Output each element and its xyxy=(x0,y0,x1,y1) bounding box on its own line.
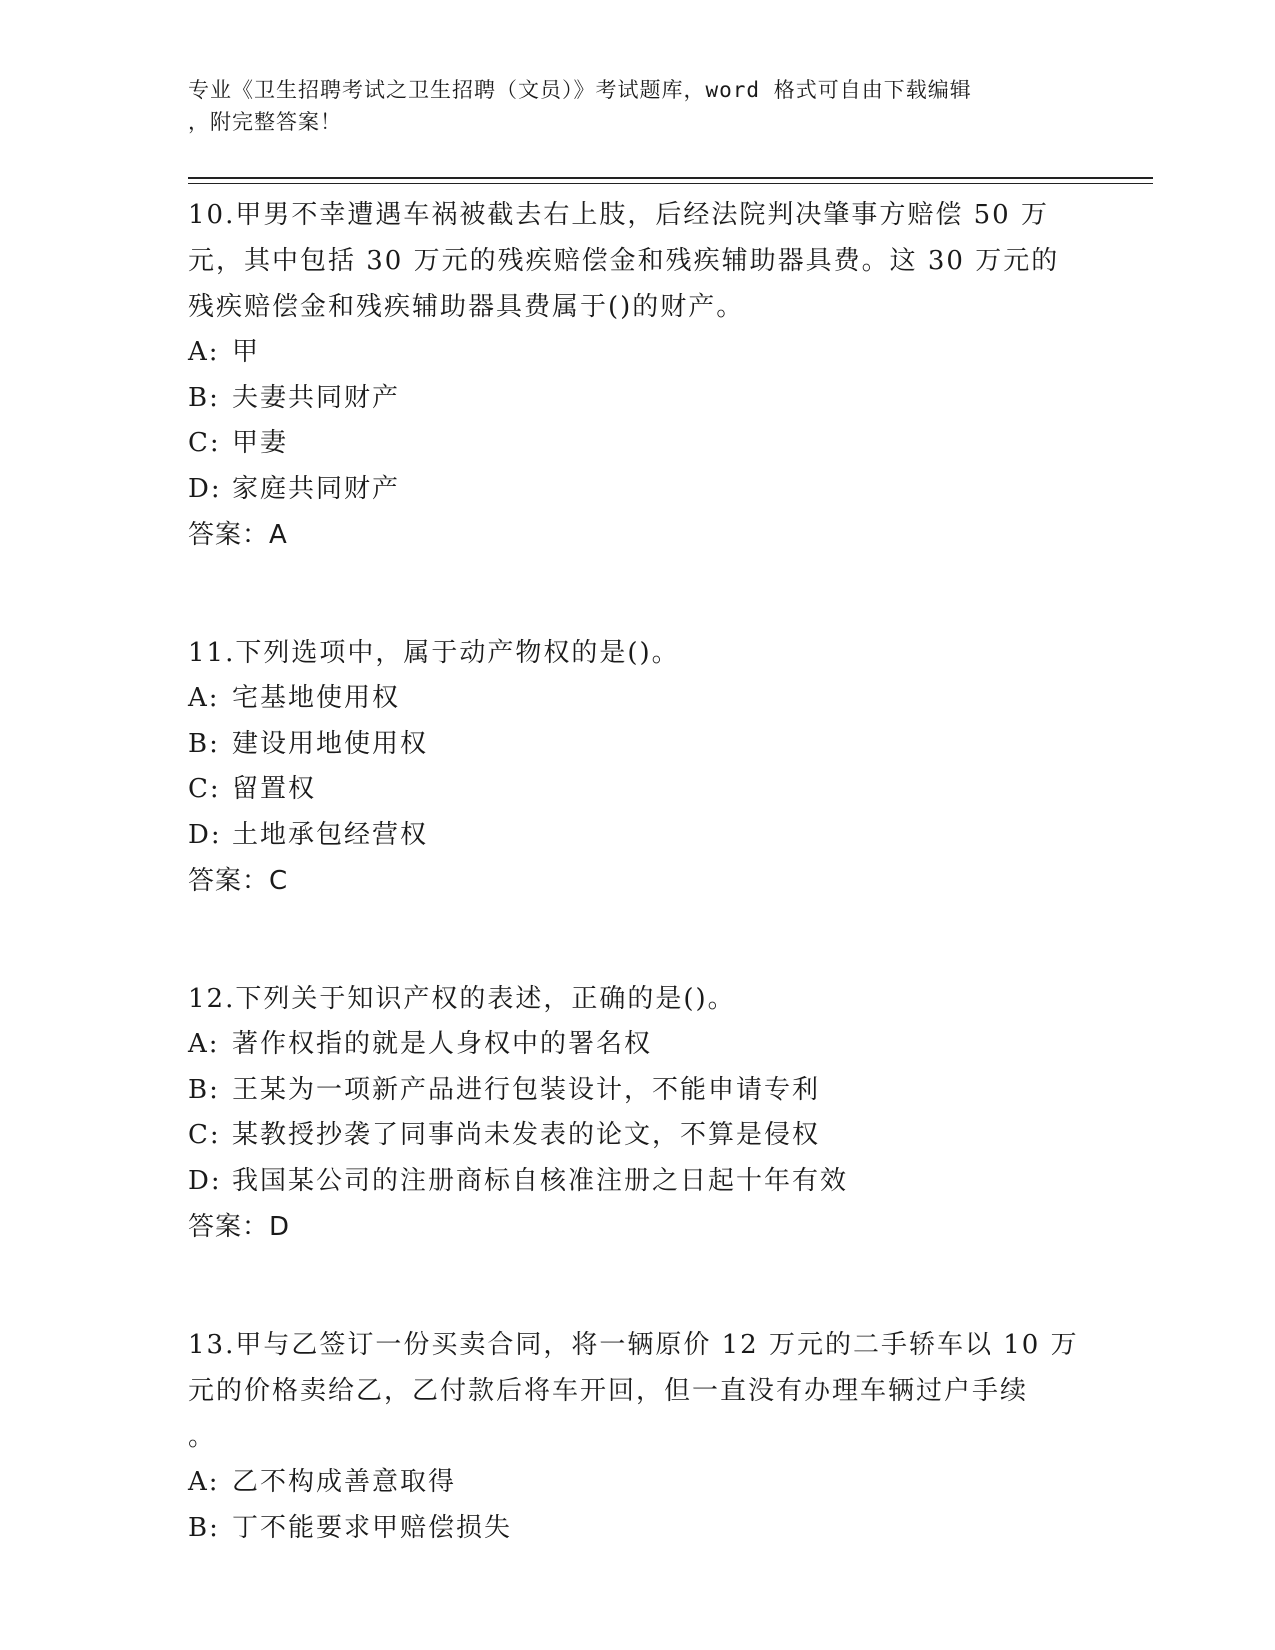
stem-line: 13.甲与乙签订一份买卖合同，将一辆原价 12 万元的二手轿车以 10 万 xyxy=(188,1330,1079,1360)
option-letter: B: xyxy=(188,382,220,413)
option-text: 王某为一项新产品进行包装设计，不能申请专利 xyxy=(232,1074,821,1105)
question-10 xyxy=(188,192,1088,558)
option-letter: A: xyxy=(188,683,220,713)
option-text: 著作权指的就是人身权中的署名权 xyxy=(232,1029,653,1059)
question-12 xyxy=(188,976,1088,1250)
option-letter: A: xyxy=(188,1467,220,1497)
option-b xyxy=(188,1068,1088,1114)
option-text: 我国某公司的注册商标自核准注册之日起十年有效 xyxy=(232,1165,849,1196)
header-line-2: ，附完整答案！ xyxy=(188,110,342,134)
question-list xyxy=(188,192,1088,1551)
header-line-1: 专业《卫生招聘考试之卫生招聘（文员）》考试题库，word 格式可自由下载编辑 xyxy=(188,78,972,102)
option-c xyxy=(188,767,1088,813)
option-a xyxy=(188,330,1088,376)
option-letter: C: xyxy=(188,774,221,804)
question-spacer xyxy=(188,1250,1088,1322)
option-text: 丁不能要求甲赔偿损失 xyxy=(232,1512,513,1543)
question-stem xyxy=(188,630,1088,676)
stem-line: 11.下列选项中，属于动产物权的是()。 xyxy=(188,638,680,668)
header-divider-thin xyxy=(188,183,1153,184)
option-a xyxy=(188,676,1088,722)
option-text: 土地承包经营权 xyxy=(232,819,429,850)
option-d xyxy=(188,467,1088,513)
option-c xyxy=(188,1113,1088,1159)
option-letter: C: xyxy=(188,428,221,458)
question-13 xyxy=(188,1322,1088,1551)
option-letter: D: xyxy=(188,473,222,504)
option-letter: C: xyxy=(188,1120,221,1150)
option-b xyxy=(188,376,1088,422)
option-letter: D: xyxy=(188,819,222,850)
option-text: 乙不构成善意取得 xyxy=(232,1467,457,1497)
answer-line: 答案：D xyxy=(188,1212,291,1242)
option-a xyxy=(188,1022,1088,1068)
question-spacer xyxy=(188,558,1088,630)
option-c xyxy=(188,421,1088,467)
option-text: 甲 xyxy=(232,337,261,367)
option-text: 甲妻 xyxy=(232,428,289,458)
document-header xyxy=(188,74,1068,138)
stem-line: 元，其中包括 30 万元的残疾赔偿金和残疾辅助器具费。这 30 万元的 xyxy=(188,246,1060,276)
answer-line: 答案：C xyxy=(188,866,289,896)
question-spacer xyxy=(188,904,1088,976)
option-text: 建设用地使用权 xyxy=(232,728,429,759)
option-text: 宅基地使用权 xyxy=(232,683,401,713)
stem-line: 残疾赔偿金和残疾辅助器具费属于()的财产。 xyxy=(188,292,745,322)
option-d xyxy=(188,1159,1088,1205)
stem-line: 元的价格卖给乙，乙付款后将车开回，但一直没有办理车辆过户手续 xyxy=(188,1376,1029,1406)
option-letter: D: xyxy=(188,1165,222,1196)
question-stem xyxy=(188,976,1088,1022)
option-a xyxy=(188,1460,1088,1506)
option-letter: B: xyxy=(188,1074,220,1105)
option-text: 夫妻共同财产 xyxy=(232,382,401,413)
option-d xyxy=(188,813,1088,859)
stem-line: 。 xyxy=(188,1422,217,1452)
stem-line: 12.下列关于知识产权的表述，正确的是()。 xyxy=(188,984,736,1014)
option-text: 留置权 xyxy=(232,774,317,804)
option-b xyxy=(188,722,1088,768)
option-letter: B: xyxy=(188,1512,220,1543)
question-stem xyxy=(188,1322,1088,1460)
option-text: 家庭共同财产 xyxy=(232,473,401,504)
question-11 xyxy=(188,630,1088,904)
option-text: 某教授抄袭了同事尚未发表的论文，不算是侵权 xyxy=(232,1120,821,1150)
question-stem xyxy=(188,192,1088,330)
header-divider-thick xyxy=(188,177,1153,179)
option-letter: B: xyxy=(188,728,220,759)
stem-line: 10.甲男不幸遭遇车祸被截去右上肢，后经法院判决肇事方赔偿 50 万 xyxy=(188,200,1049,230)
option-b xyxy=(188,1506,1088,1552)
option-letter: A: xyxy=(188,337,220,367)
answer-line: 答案：A xyxy=(188,520,288,550)
option-letter: A: xyxy=(188,1029,220,1059)
